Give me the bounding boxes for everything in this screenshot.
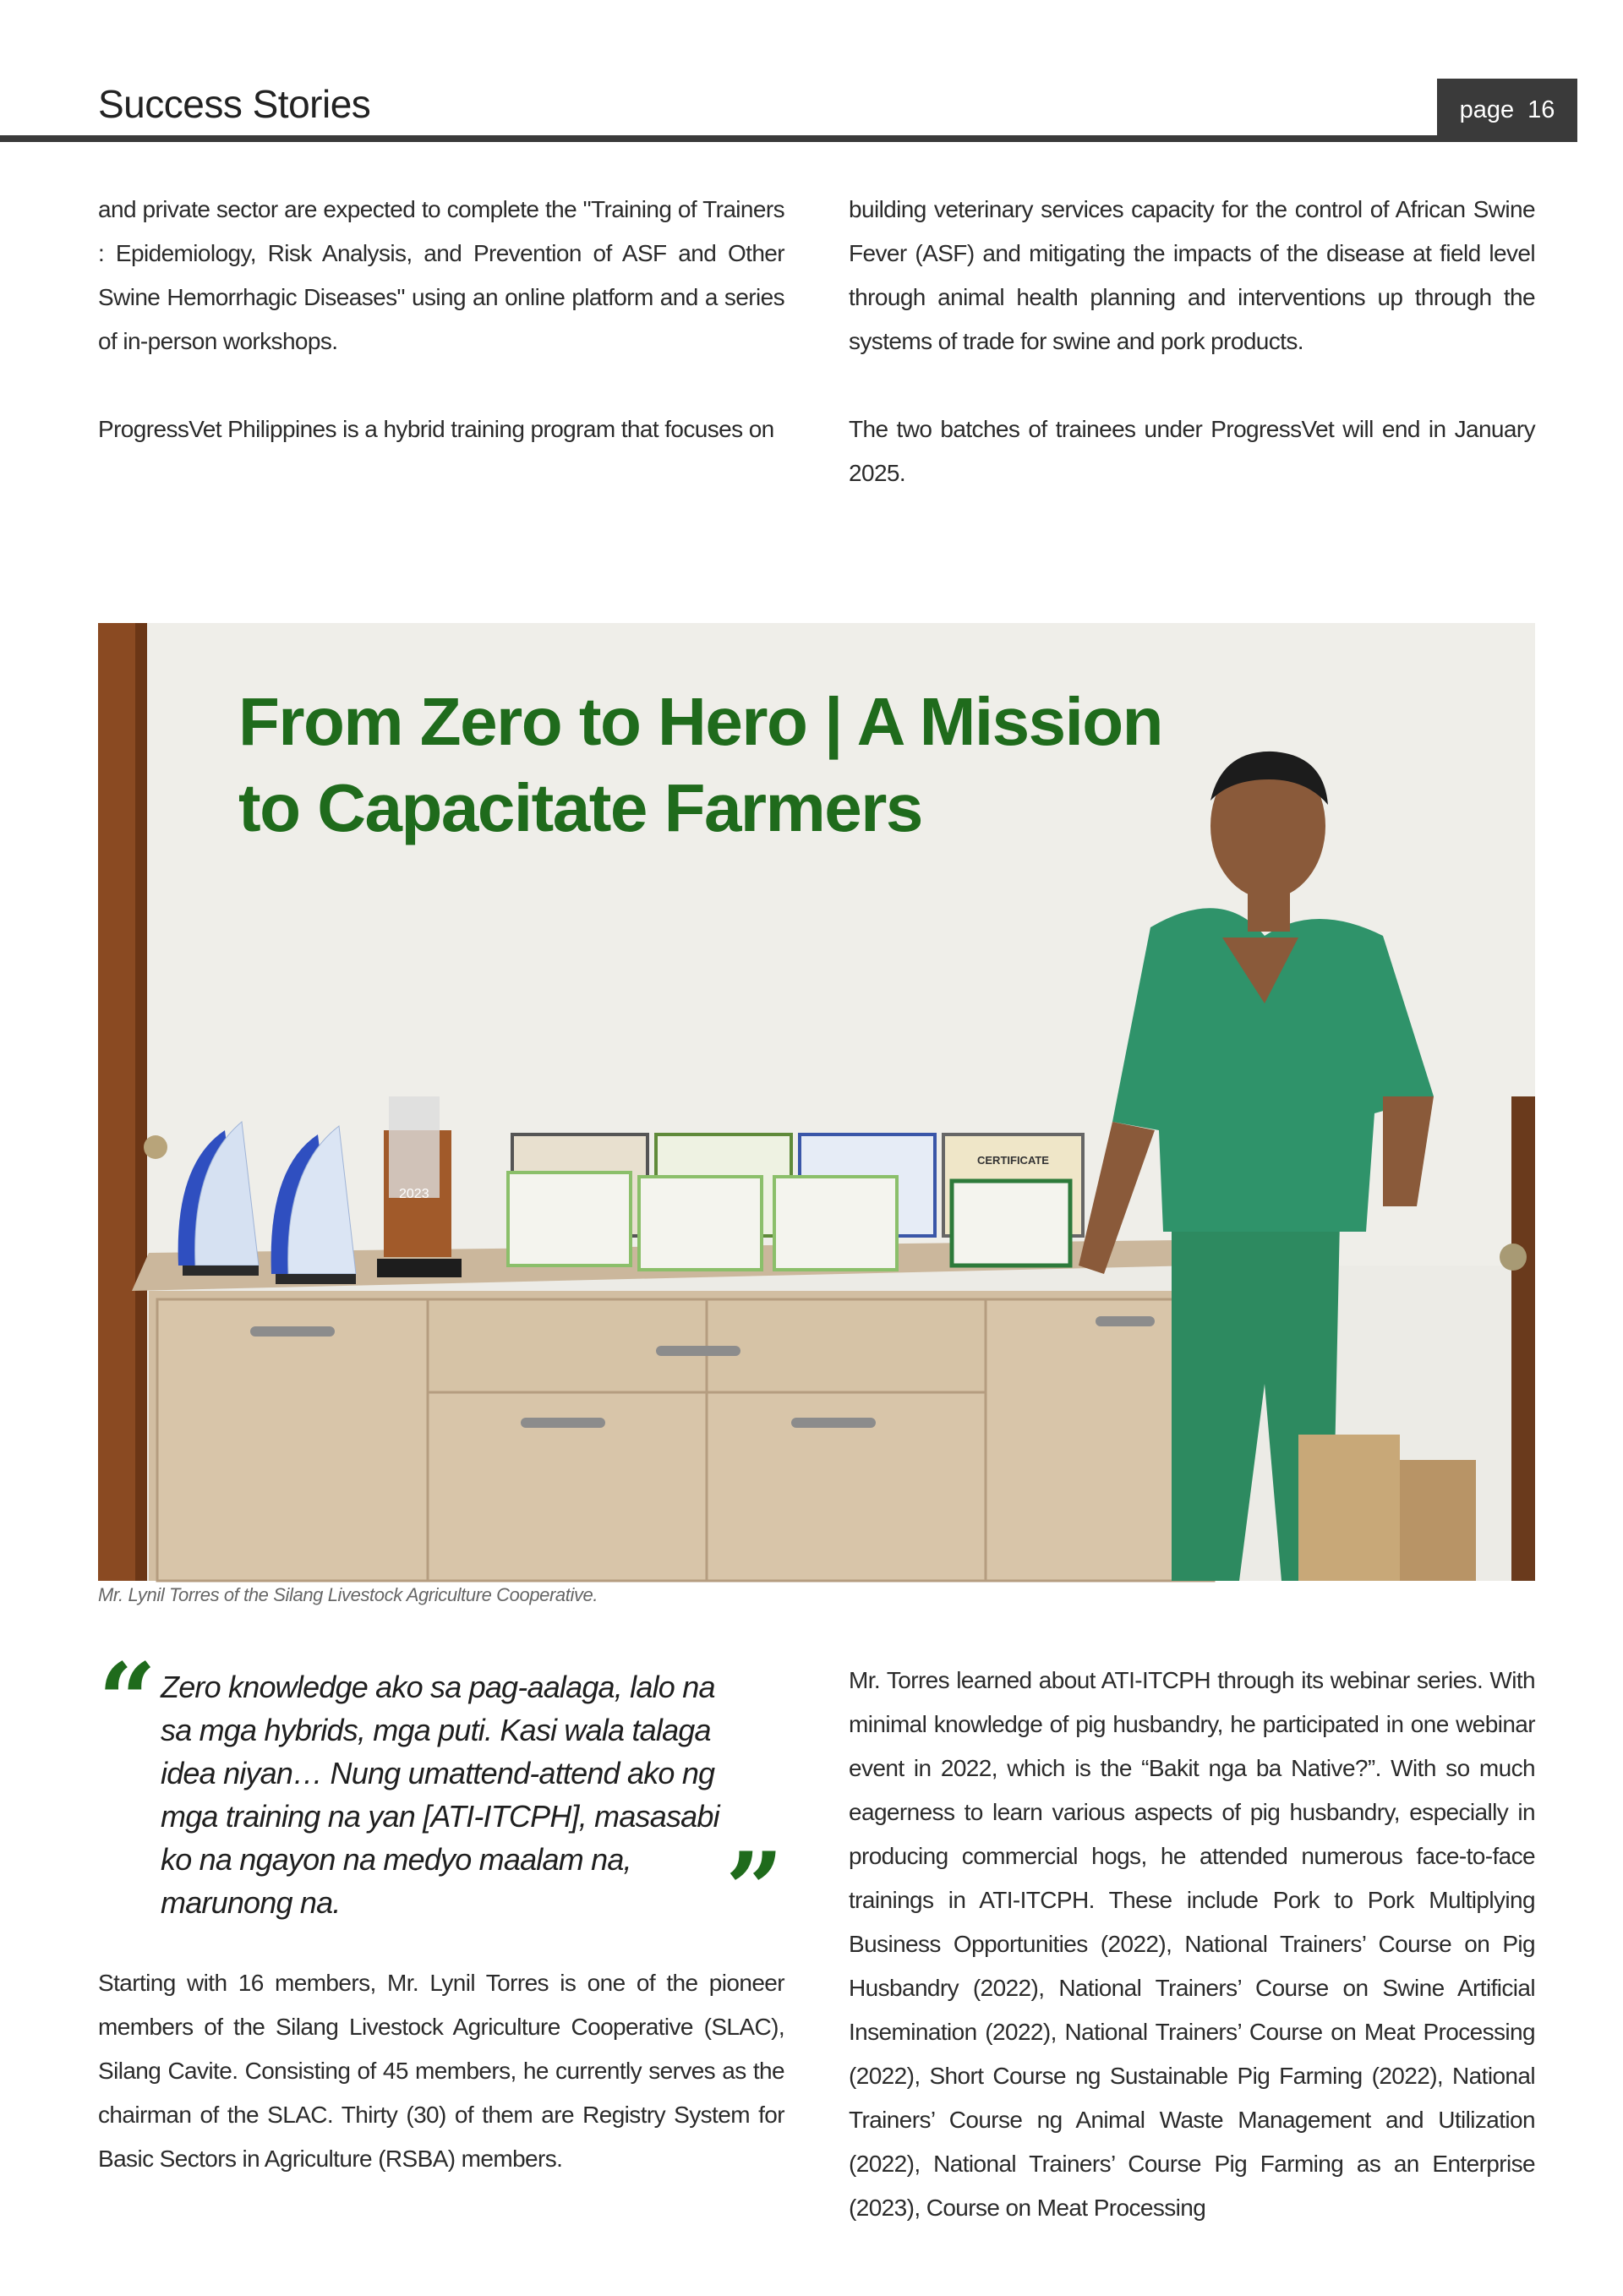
paragraph: Starting with 16 members, Mr. Lynil Torres is one of the pioneer members of the Silang Livestock Agriculture Cooperative (SLAC), Silang Cavite. Consisting of 45 members, he currently serves as the chairman of the SLAC. Thirty (30) of them are Registry System for Basic Sectors in Agriculture (RSBA) members. [98,1970,784,2172]
paragraph: and private sector are expected to complete the "Training of Trainers : Epidemiology, Risk Analysis, and Prevention of ASF and Other Swine Hemorrhagic Diseases" using an online platform and a series of in-person workshops. [98,196,784,354]
certificate-label: CERTIFICATE [977,1154,1049,1167]
feature-title-line-2: to Capacitate Farmers [238,770,922,845]
header-rule [0,135,1577,142]
open-quote-mark: “ [98,1641,157,1760]
award-year: 2023 [399,1187,429,1201]
quote-text: Zero knowledge ako sa pag-aalaga, lalo na sa mga hybrids, mga puti. Kasi wala talaga idea niyan… Nung umattend-attend ako ng mga training na yan [ATI-ITCPH], masasabi ko na ngayon na medyo maalam na, marunong na. [161,1670,719,1920]
paragraph: ProgressVet Philippines is a hybrid training program that focuses on [98,416,774,442]
page-number: 16 [1527,96,1555,123]
bottom-left-column [98,1961,784,2181]
bottom-right-column [849,1659,1535,2221]
top-right-column [849,188,1535,495]
paragraph: building veterinary services capacity for the control of African Swine Fever (ASF) and mitigating the impacts of the disease at field level through animal health planning and interventions up through the systems of trade for swine and pork products. [849,196,1535,354]
page-label: page [1459,96,1515,123]
pull-quote [98,1641,808,1949]
feature-title [238,679,1253,851]
paragraph: The two batches of trainees under ProgressVet will end in January 2025. [849,416,1535,486]
top-left-column [98,188,784,451]
close-quote-mark: ” [725,1830,784,1949]
section-title: Success Stories [98,82,371,126]
feature-photo [98,623,1535,1581]
photo-caption: Mr. Lynil Torres of the Silang Livestock Agriculture Cooperative. [98,1584,598,1605]
page-number-tab [1437,79,1577,142]
paragraph: Mr. Torres learned about ATI-ITCPH through its webinar series. With minimal knowledge of pig husbandry, he participated in one webinar event in 2022, which is the “Bakit nga ba Native?”. With so much eagerness to learn various aspects of pig husbandry, especially in producing commercial hogs, he attended numerous face-to-face trainings in ATI-ITCPH. These include Pork to Pork Multiplying Business Opportunities (2022), National Trainers’ Course on Pig Husbandry (2022), National Trainers’ Course on Swine Artificial Insemination (2022), National Trainers’ Course on Meat Processing (2022), Short Course ng Sustainable Pig Farming (2022), National Trainers’ Course ng Animal Waste Management and Utilization (2022), National Trainers’ Course Pig Farming as an Enterprise (2023), Course on Meat Processing [849,1667,1535,2221]
feature-title-line-1: From Zero to Hero | A Mission [238,684,1163,759]
